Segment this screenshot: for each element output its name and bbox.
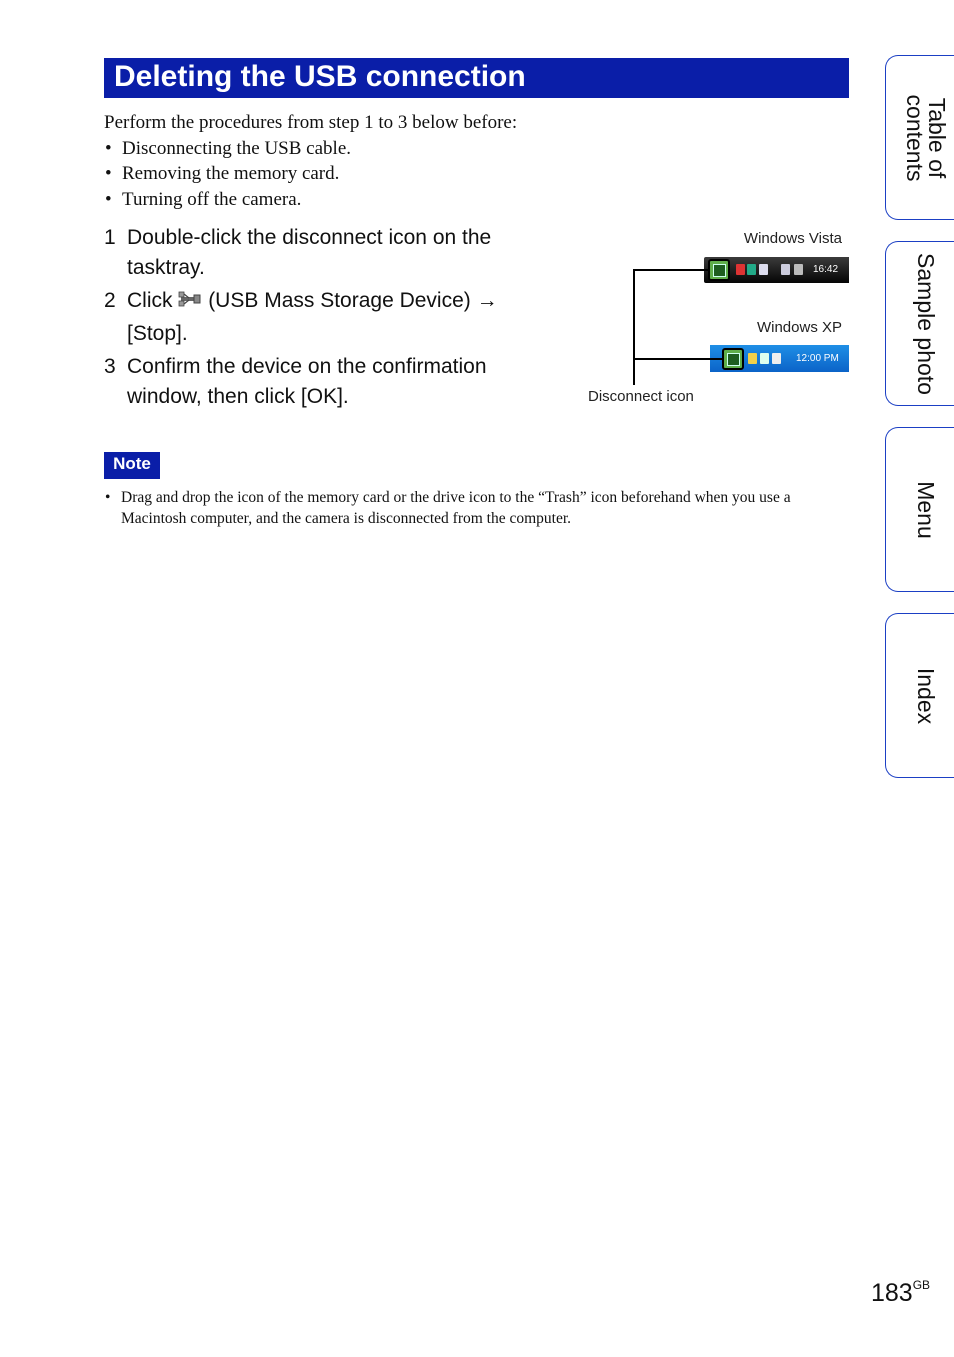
step-text: window, then click [OK]. [127,384,349,408]
tray-network-icon [781,264,790,275]
tab-sample-photo[interactable] [885,241,954,406]
arrow-icon: → [476,289,498,312]
tray-volume-icon [772,353,781,364]
step-text: Confirm the device on the confirmation [127,355,487,378]
note-block [104,487,854,529]
list-item: • Turning off the camera. [104,187,704,213]
tray-app-icon [748,353,757,364]
tray-volume-icon [794,264,803,275]
disconnect-icon [708,259,730,281]
tab-label: Sample photo [912,252,939,395]
intro-list [104,136,704,213]
step-text: tasktray. [127,255,205,279]
callout-line [633,269,709,271]
xp-clock: 12:00 PM [796,353,839,364]
callout-label: Disconnect icon [588,388,694,405]
steps-list [104,223,544,415]
xp-label: Windows XP [756,319,842,336]
intro-lead: Perform the procedures from step 1 to 3 below before: [104,112,518,133]
step-3 [104,352,544,411]
tab-label: Menu [912,480,939,539]
step-text-line [127,286,544,319]
page-title: Deleting the USB connection [114,60,526,93]
tray-app-icon [736,264,745,275]
vista-label: Windows Vista [743,230,842,247]
step-number: 1 [104,226,116,249]
page-number [871,1278,930,1308]
tab-table-of-contents[interactable] [885,55,954,220]
page-number-suffix: GB [912,1278,931,1292]
tab-label-line: Table of [923,97,950,178]
disconnect-icon [722,348,744,370]
tasktray-figure [580,225,860,415]
list-item: • Disconnecting the USB cable. [104,136,704,162]
vista-clock: 16:42 [813,264,839,275]
tab-index[interactable] [885,613,954,778]
tab-menu[interactable] [885,427,954,592]
step-2 [104,286,544,348]
list-item: • Removing the memory card. [104,161,704,187]
callout-line [633,358,723,360]
step-1 [104,223,544,282]
step-text: Click [127,289,173,312]
usb-plug-icon [178,288,202,319]
step-text: Double-click the disconnect icon on the [127,226,492,249]
step-number: 2 [104,289,116,312]
tray-app-icon [747,264,756,275]
page-number-value: 183 [871,1279,913,1307]
step-text: (USB Mass Storage Device) [208,289,471,312]
note-text: • Drag and drop the icon of the memory card or the drive icon to the “Trash” icon beforehand when you use a Macintosh computer, and the camera is disconnected from the computer. [104,487,854,529]
step-number: 3 [104,355,116,378]
intro-block [104,110,704,212]
section-title-bar [104,58,849,98]
note-badge: Note [104,452,160,479]
tab-label [901,94,950,181]
step-text: [Stop]. [127,321,188,345]
tray-network-icon [759,264,768,275]
tab-label-line: contents [901,94,928,181]
tab-label: Index [912,667,939,724]
callout-line [633,269,635,385]
tray-network-icon [760,353,769,364]
